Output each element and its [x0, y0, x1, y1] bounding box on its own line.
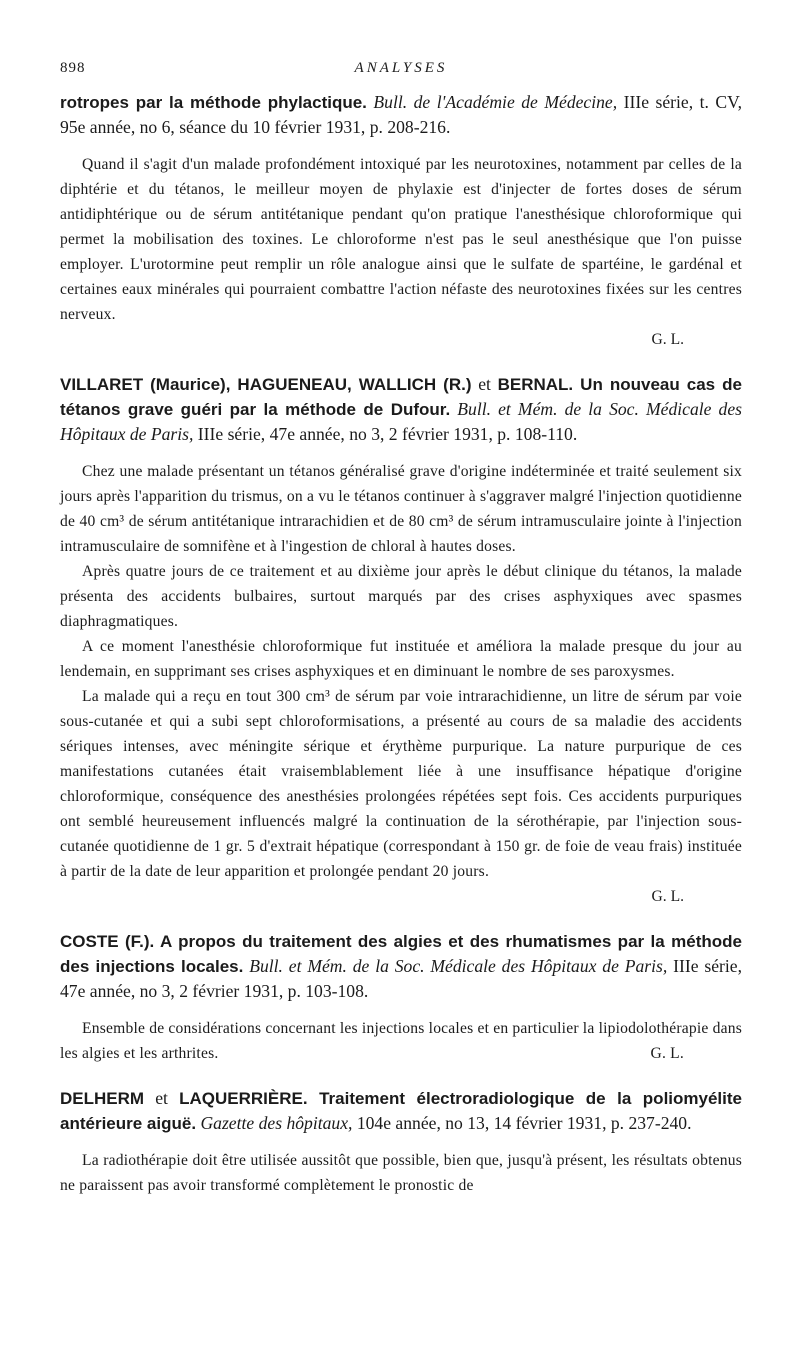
entry-authors: COSTE (F.).	[60, 932, 155, 951]
page	[60, 0, 742, 1218]
journal-citation: Gazette des hôpitaux,	[196, 1113, 353, 1133]
entry-title: A propos du traitement des algies et des rhumatismes par la méthode des injections locales.	[60, 932, 742, 976]
entry-body	[60, 152, 742, 327]
journal-citation: Bull. de l'Académie de Médecine,	[373, 92, 618, 112]
author-conjunction: et	[144, 1088, 180, 1108]
citation-details: IIIe série, 47e année, no 3, 2 février 1931, p. 103-108.	[60, 956, 742, 1001]
entry-body	[60, 1148, 742, 1198]
abstract-entry	[60, 1086, 742, 1198]
signature: G. L.	[651, 331, 684, 348]
running-head	[60, 60, 742, 90]
page-number: 898	[60, 60, 86, 76]
abstract-entry	[60, 90, 742, 352]
abstract-entry	[60, 929, 742, 1066]
journal-citation: Bull. et Mém. de la Soc. Médicale des Hôpitaux de Paris,	[60, 399, 742, 444]
journal-title: ANALYSES	[354, 60, 448, 76]
paragraph: La radiothérapie doit être utilisée aussitôt que possible, bien que, jusqu'à présent, les résultats obtenus ne paraissent pas avoir transformé complètement le pronostic de	[60, 1152, 742, 1194]
paragraph: A ce moment l'anesthésie chloroformique fut instituée et améliora la malade presque du jour au lendemain, en supprimant ses crises asphyxiques et en diminuant le nombre de ses paroxysmes.	[60, 638, 742, 680]
citation-details: IIIe série, t. CV, 95e année, no 6, séance du 10 février 1931, p. 208-216.	[60, 92, 742, 137]
author-conjunction: et	[471, 374, 498, 394]
signature: G. L.	[651, 888, 684, 905]
paragraph	[60, 1016, 742, 1066]
entry-title: Un nouveau cas de tétanos grave guéri par la méthode de Dufour.	[60, 375, 742, 419]
entry-author-last: BERNAL.	[497, 375, 574, 394]
paragraph-text: Ensemble de considérations concernant les injections locales et en particulier la lipiodolothérapie dans les algies et les arthrites.	[60, 1020, 742, 1062]
entry-authors: VILLARET (Maurice), HAGUENEAU, WALLICH (R.)	[60, 375, 472, 394]
journal-citation: Bull. et Mém. de la Soc. Médicale des Hôpitaux de Paris,	[243, 956, 668, 976]
paragraph: Quand il s'agit d'un malade profondément intoxiqué par les neurotoxines, notamment par celles de la diphtérie et du tétanos, le meilleur moyen de phylaxie est d'injecter de fortes doses de sérum antidiphtérique ou de sérum antitétanique pendant qu'on pratique l'anesthésique chloroformique qui permet la mobilisation des toxines. Le chloroforme n'est pas le seul anesthésique que l'on puisse employer. L'urotormine peut remplir un rôle analogue ainsi que le sulfate de spartéine, le gardénal et certaines eaux minérales qui pourraient combattre l'action néfaste des neurotoxines fixées sur les centres nerveux.	[60, 156, 742, 323]
abstract-entry	[60, 372, 742, 909]
entry-authors: DELHERM	[60, 1089, 145, 1108]
citation-details: IIIe série, 47e année, no 3, 2 février 1931, p. 108-110.	[193, 424, 578, 444]
entry-title: rotropes par la méthode phylactique.	[60, 93, 367, 112]
entry-author-last: LAQUERRIÈRE.	[179, 1089, 308, 1108]
signature: G. L.	[650, 1045, 684, 1062]
paragraph: Après quatre jours de ce traitement et au dixième jour après le début clinique du tétanos, la malade présenta des accidents bulbaires, surtout marqués par des crises asphyxiques avec spasmes diaphragmatiques.	[60, 563, 742, 630]
entry-heading	[60, 1086, 742, 1136]
paragraph: La malade qui a reçu en tout 300 cm³ de sérum par voie intrarachidienne, un litre de sérum par voie sous-cutanée et qui a subi sept chloroformisations, a présenté au cours de sa maladie des accidents sériques intenses, avec méningite sérique et érythème purpurique. La nature purpurique de ces manifestations cutanées était vraisemblablement liée à une insuffisance hépatique d'origine chloroformique, conséquence des anesthésies prolongées répétées sept fois. Ces accidents purpuriques ont semblé heureusement influencés malgré la continuation de la sérothérapie, par l'injection sous-cutanée quotidienne de 1 gr. 5 d'extrait hépatique (correspondant à 150 gr. de foie de veau frais) instituée à partir de la date de leur apparition et prolongée pendant 20 jours.	[60, 688, 742, 880]
paragraph: Chez une malade présentant un tétanos généralisé grave d'origine indéterminée et traité seulement six jours après l'apparition du trismus, on a vu le tétanos continuer à s'aggraver malgré l'injection quotidienne de 40 cm³ de sérum antitétanique intrarachidien et de 80 cm³ de sérum intramusculaire jointe à l'injection intramusculaire de somnifène et à l'ingestion de chloral à hautes doses.	[60, 463, 742, 555]
entry-heading	[60, 929, 742, 1004]
entry-heading	[60, 90, 742, 140]
citation-details: 104e année, no 13, 14 février 1931, p. 237-240.	[352, 1113, 692, 1133]
entry-body	[60, 459, 742, 884]
entry-title: Traitement électroradiologique de la poliomyélite antérieure aiguë.	[60, 1089, 742, 1133]
entry-heading	[60, 372, 742, 447]
entry-body	[60, 1016, 742, 1066]
